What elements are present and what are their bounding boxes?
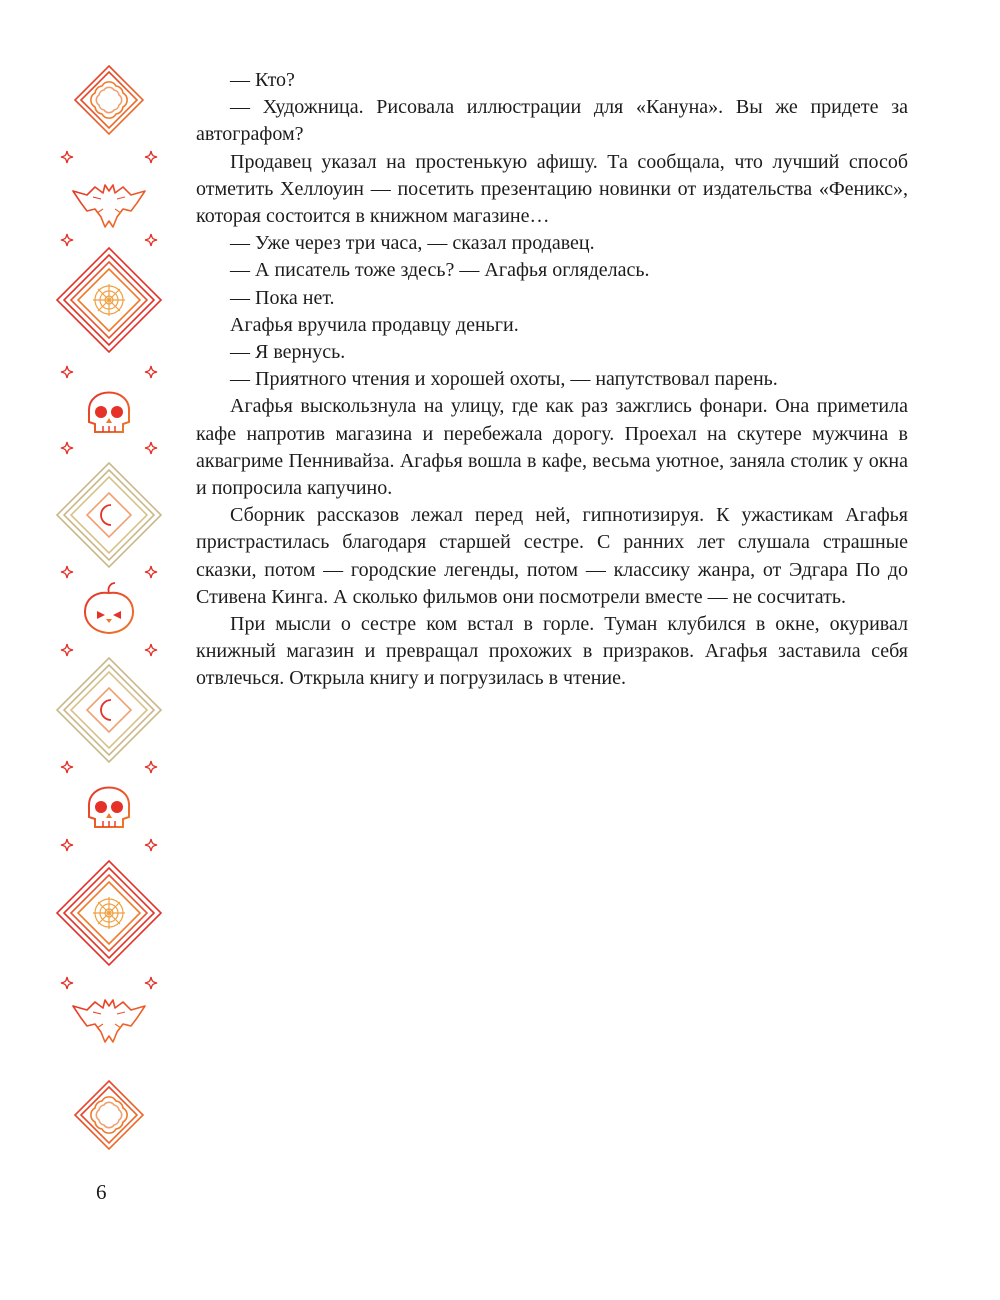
star-icon (61, 644, 157, 656)
paragraph: Сборник рассказов лежал перед ней, гипнотизируя. К ужастикам Агафья пристрастилась благодаря старшей сестре. С ранних лет слушала страшные сказки, потом — городские легенды, потом — классику жанра, от Эдгара По до Стивена Кинга. А сколько фильмов они посмотрели вместе — не сосчитать. (196, 504, 908, 608)
paragraph: — А писатель тоже здесь? — Агафья огляделась. (230, 259, 650, 282)
quatrefoil-diamond-icon (75, 1081, 143, 1149)
star-icon (61, 839, 157, 851)
page-number: 6 (96, 1180, 107, 1204)
paragraph: — Я вернусь. (230, 341, 346, 364)
quatrefoil-diamond-icon (75, 66, 143, 134)
star-icon (61, 366, 157, 378)
paragraph: Продавец указал на простенькую афишу. Та сообщала, что лучший способ отметить Хеллоуин — посетить презентацию новинки от издательства «Феникс», которая состоится в книжном магазине… (196, 150, 908, 228)
paragraph: — Приятного чтения и хорошей охоты, — напутствовал парень. (230, 368, 778, 391)
crescent-moon-diamond-icon (57, 463, 161, 567)
paragraph: — Уже через три часа, — сказал продавец. (230, 232, 595, 255)
paragraph: При мысли о сестре ком встал в горле. Туман клубился в окне, окуривал книжный магазин и превращал прохожих в призраков. Агафья заставила себя отвлечься. Открыла книгу и погрузилась в чтение. (196, 613, 908, 690)
spiderweb-diamond-icon (57, 248, 161, 352)
paragraph: — Кто? (230, 69, 295, 91)
bat-icon (73, 185, 145, 227)
star-icon (61, 442, 157, 454)
paragraph: — Художница. Рисовала иллюстрации для «Кануна». Вы же придете за автографом? (196, 96, 908, 146)
bat-icon (73, 1000, 145, 1042)
paragraph: — Пока нет. (230, 286, 335, 309)
ornament-column (50, 65, 170, 1155)
star-icon (61, 151, 157, 163)
paragraph: Агафья выскользнула на улицу, где как раз зажглись фонари. Она приметила кафе напротив магазина и перебежала дорогу. Проехал на скутере мужчина в аквагриме Пеннивайза. Агафья вошла в кафе, весьма уютное, заняла столик у окна и попросила капучино. (196, 395, 908, 500)
skull-icon (89, 788, 129, 828)
paragraph: Агафья вручила продавцу деньги. (230, 313, 519, 336)
skull-icon (89, 393, 129, 433)
star-icon (61, 977, 157, 989)
crescent-moon-diamond-icon (57, 658, 161, 762)
story-text (196, 67, 908, 693)
spiderweb-diamond-icon (57, 861, 161, 965)
star-icon (61, 234, 157, 246)
pumpkin-icon (85, 583, 133, 633)
